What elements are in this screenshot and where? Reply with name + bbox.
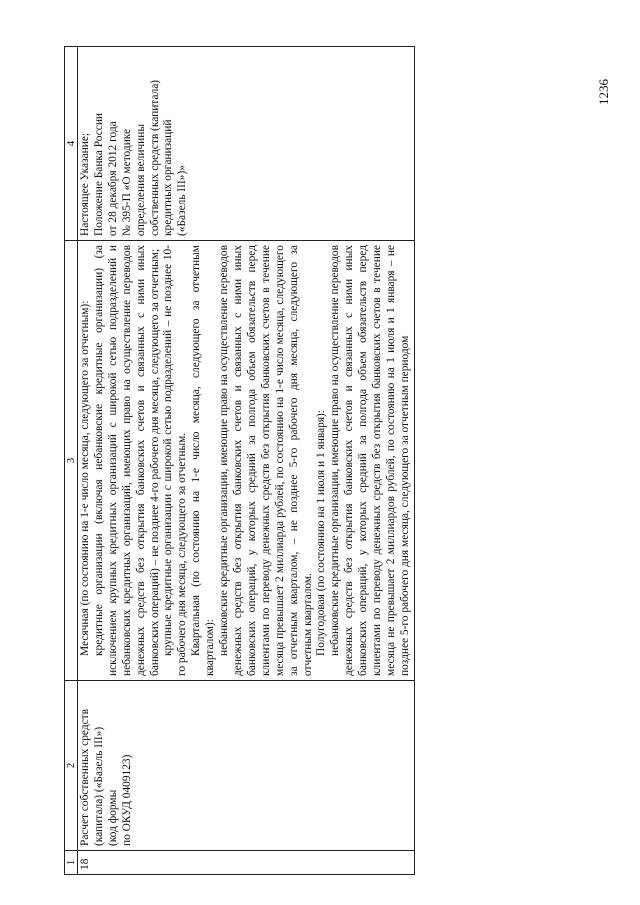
row-number: 18: [79, 858, 91, 870]
legal-basis-cell: [78, 47, 415, 241]
page-number: [592, 62, 616, 122]
schedule-cell: [78, 241, 415, 681]
form-name-line: Расчет собственных средств: [79, 708, 91, 846]
schedule-paragraph: Месячная (по состоянию на 1-е число месяца, следующего за отчетным):: [79, 300, 91, 656]
schedule-paragraph: Полугодовая (по состоянию на 1 июля и 1 января):: [315, 409, 328, 656]
legal-basis-line: Положение Банка России: [92, 112, 105, 236]
header-col-3: 3: [65, 241, 78, 681]
form-name-cell: [78, 681, 415, 851]
legal-basis-line: кредитных организаций: [162, 119, 175, 236]
legal-basis-line: от 28 декабря 2012 года: [106, 121, 119, 236]
row-number-cell: [78, 851, 415, 875]
schedule-paragraph: кредитные организации (включая небанковские кредитные организации) (за исключением крупных кредитных организаций с широкой сетью подразделений и небанковских кредитных организаций, имеющих право на осуществление переводов денежных средств без открытия банковских счетов и связанных с ними иных банковских операций) – не позднее 4-го рабочего дня месяца, следующего за отчетным;: [92, 245, 161, 676]
reporting-table: [64, 46, 415, 875]
schedule-paragraph: крупные кредитные организации с широкой сетью подразделений – не позднее 10-го рабочего дня месяца, следующего за отчетным.: [162, 245, 189, 676]
legal-basis-line: № 395-П «О методике: [120, 128, 133, 236]
legal-basis-line: собственных средств (капитала): [148, 79, 161, 236]
legal-basis-line: определения величины: [134, 124, 147, 236]
header-row: [65, 47, 78, 875]
form-name-line: по ОКУД 0409123): [120, 754, 133, 846]
table-row: [78, 47, 415, 875]
header-col-2: 2: [65, 681, 78, 851]
header-col-1: 1: [65, 851, 78, 875]
schedule-paragraph: небанковские кредитные организации, имеющие право на осуществление переводов денежных средств без открытия банковских счетов и связанных с ними иных банковских операций, у которых средний за полгода объем обязательств перед клиентами по переводу денежных средств без открытия банковских счетов в течение месяца не превышает 2 миллиардов рублей, по состоянию на 1 июля и 1 января – не позднее 5-го рабочего дня месяца, следующего за отчетным периодом: [329, 245, 411, 676]
schedule-paragraph: небанковские кредитные организации, имеющие право на осуществление переводов денежных средств без открытия банковских счетов и связанных с ними иных банковских операций, у которых средний за полгода объем обязательств перед клиентами по переводу денежных средств без открытия банковских счетов в течение месяца превышает 2 миллиарда рублей, по состоянию на 1-е число месяца, следующего за отчетным кварталом, – не позднее 5-го рабочего дня месяца, следующего за отчетным кварталом.: [218, 245, 314, 676]
schedule-paragraph: Квартальная (по состоянию на 1-е число месяца, следующего за отчетным кварталом):: [190, 245, 217, 676]
header-col-4: 4: [65, 47, 78, 241]
legal-basis-line: («Базель III»)»: [176, 165, 189, 236]
form-name-line: (код формы: [106, 789, 119, 846]
legal-basis-line: Настоящее Указание;: [79, 132, 91, 236]
rotated-table-container: [64, 47, 568, 875]
form-name-line: (капитала) («Базель III»): [92, 726, 105, 846]
page-number-text: 1236: [596, 79, 611, 105]
